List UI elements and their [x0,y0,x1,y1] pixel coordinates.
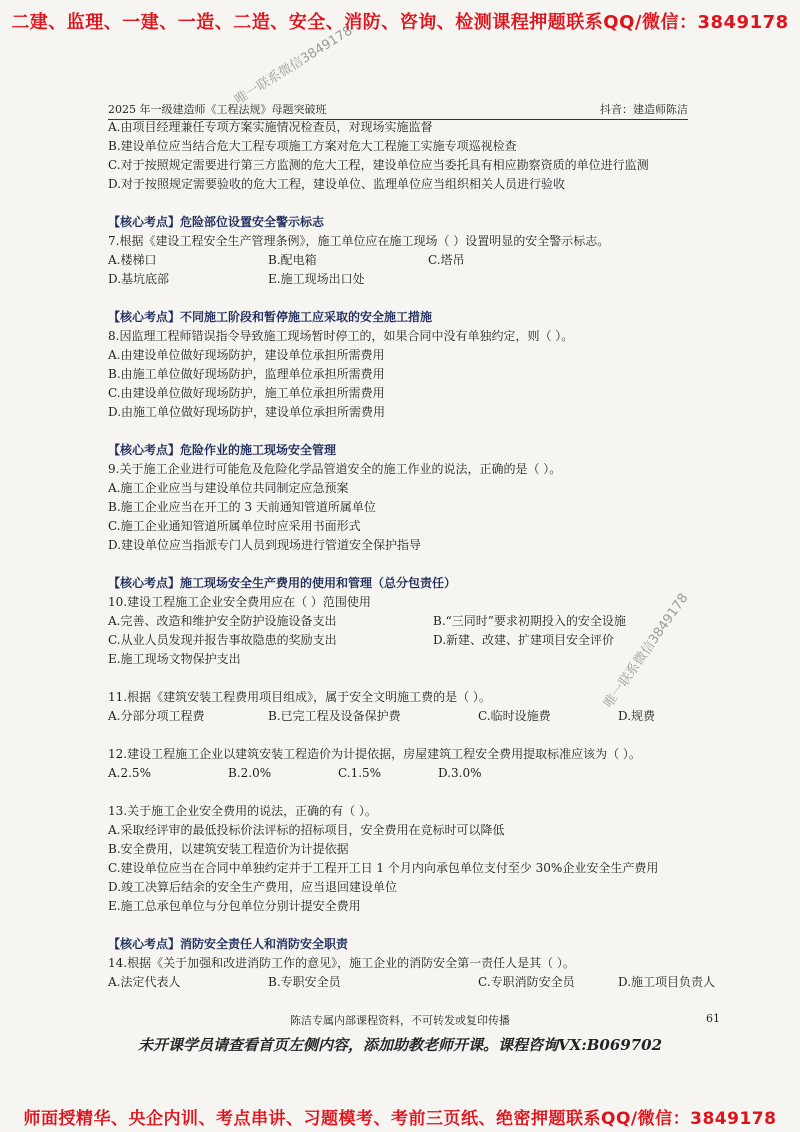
text-line: 14.根据《关于加强和改进消防工作的意见》，施工企业的消防安全第一责任人是其（ ）。 [108,956,575,970]
option-item: C.从业人员发现并报告事故隐患的奖励支出 [108,633,337,647]
header-title: 2025 年一级建造师《工程法规》母题突破班 [108,103,327,116]
top-banner: 二建、监理、一建、一造、二造、安全、消防、咨询、检测课程押题联系QQ/微信：3849178 [11,12,789,33]
spacer [108,194,698,213]
option-item: B.配电箱 [268,253,317,267]
option-item: A.楼梯口 [108,253,157,267]
watermark-middle: 唯一联系微信3849178 [601,590,692,711]
text-line: D.建设单位应当指派专门人员到现场进行管道安全保护指导 [108,538,422,552]
option-item: A.2.5% [108,766,151,780]
option-item: A.分部分项工程费 [108,709,205,723]
text-line: D.竣工决算后结余的安全生产费用，应当退回建设单位 [108,880,398,894]
text-line: B.施工企业应当在开工的 3 天前通知管道所属单位 [108,500,376,514]
option-item: D.基坑底部 [108,272,170,286]
bottom-banner: 师面授精华、央企内训、考点串讲、习题模考、考前三页纸、绝密押题联系QQ/微信：3849178 [23,1109,777,1129]
option-row [108,764,698,783]
question-content [108,118,716,992]
spacer [108,669,698,688]
text-line: 8.因监理工程师错误指令导致施工现场暂时停工的，如果合同中没有单独约定，则（ ）。 [108,329,574,343]
section-heading: 【核心考点】消防安全责任人和消防安全职责 [108,937,349,951]
text-line: A.由项目经理兼任专项方案实施情况检查员，对现场实施监督 [108,120,433,134]
section-heading: 【核心考点】危险部位设置安全警示标志 [108,215,325,229]
text-line: C.由建设单位做好现场防护，施工单位承担所需费用 [108,386,385,400]
option-item: B.“三同时”要求初期投入的安全设施 [433,614,626,628]
text-line: 9.关于施工企业进行可能危及危险化学品管道安全的施工作业的说法，正确的是（ ）。 [108,462,562,476]
text-line: 13.关于施工企业安全费用的说法，正确的有（ ）。 [108,804,377,818]
text-line: E.施工总承包单位与分包单位分别计提安全费用 [108,899,361,913]
option-row [108,251,698,270]
option-row [108,612,698,631]
option-row [108,707,698,726]
text-line: 11.根据《建筑安装工程费用项目组成》，属于安全文明施工费的是（ ）。 [108,690,491,704]
option-item: B.专职安全员 [268,975,341,989]
spacer [108,916,698,935]
spacer [108,783,698,802]
text-line: C.施工企业通知管道所属单位时应采用书面形式 [108,519,361,533]
option-item: A.法定代表人 [108,975,181,989]
text-line: 10.建设工程施工企业安全费用应在（ ）范围使用 [108,595,371,609]
text-line: B.由施工单位做好现场防护，监理单位承担所需费用 [108,367,385,381]
option-item: B.2.0% [228,766,272,780]
section-heading: 【核心考点】施工现场安全生产费用的使用和管理（总分包责任） [108,576,457,590]
text-line: 12.建设工程施工企业以建筑安装工程造价为计提依据，房屋建筑工程安全费用提取标准应该为（ ）。 [108,747,641,761]
text-line: A.采取经评审的最低投标价法评标的招标项目，安全费用在竞标时可以降低 [108,823,505,837]
option-item: C.1.5% [338,766,382,780]
option-row [108,973,716,992]
watermark-top: 唯一联系微信3849178 [232,23,356,109]
option-item: C.临时设施费 [478,709,551,723]
course-notice: 未开课学员请查看首页左侧内容，添加助教老师开课。课程咨询VX:B069702 [137,1036,663,1054]
option-row [108,270,698,289]
option-item: D.新建、改建、扩建项目安全评价 [433,633,615,647]
header-author: 抖音：建造师陈洁 [600,103,688,116]
spacer [108,555,698,574]
option-item: C.塔吊 [428,253,465,267]
page-number: 61 [706,1012,720,1025]
section-heading: 【核心考点】危险作业的施工现场安全管理 [108,443,337,457]
text-line: B.安全费用，以建筑安装工程造价为计提依据 [108,842,349,856]
footer-note: 陈洁专属内部课程资料，不可转发或复印传播 [290,1014,510,1027]
text-line: A.由建设单位做好现场防护，建设单位承担所需费用 [108,348,385,362]
option-item: E.施工现场出口处 [268,272,365,286]
text-line: A.施工企业应当与建设单位共同制定应急预案 [108,481,349,495]
spacer [108,726,698,745]
option-item: C.专职消防安全员 [478,975,575,989]
text-line: C.对于按照规定需要进行第三方监测的危大工程，建设单位应当委托具有相应勘察资质的单位进行监测 [108,158,649,172]
text-line: D.对于按照规定需要验收的危大工程，建设单位、监理单位应当组织相关人员进行验收 [108,177,566,191]
section-heading: 【核心考点】不同施工阶段和暂停施工应采取的安全施工措施 [108,310,433,324]
text-line: B.建设单位应当结合危大工程专项施工方案对危大工程施工实施专项巡视检查 [108,139,517,153]
spacer [108,422,698,441]
option-row [108,631,698,650]
option-item: D.规费 [618,709,656,723]
spacer [108,289,698,308]
option-item: D.3.0% [438,766,482,780]
option-item: D.施工项目负责人 [618,975,716,989]
text-line: C.建设单位应当在合同中单独约定并于工程开工日 1 个月内向承包单位支付至少 30%企业安全生产费用 [108,861,659,875]
option-item: B.已完工程及设备保护费 [268,709,401,723]
text-line: D.由施工单位做好现场防护，建设单位承担所需费用 [108,405,386,419]
text-line: E.施工现场文物保护支出 [108,652,241,666]
option-item: A.完善、改造和维护安全防护设施设备支出 [108,614,337,628]
text-line: 7.根据《建设工程安全生产管理条例》，施工单位应在施工现场（ ）设置明显的安全警示标志。 [108,234,610,248]
